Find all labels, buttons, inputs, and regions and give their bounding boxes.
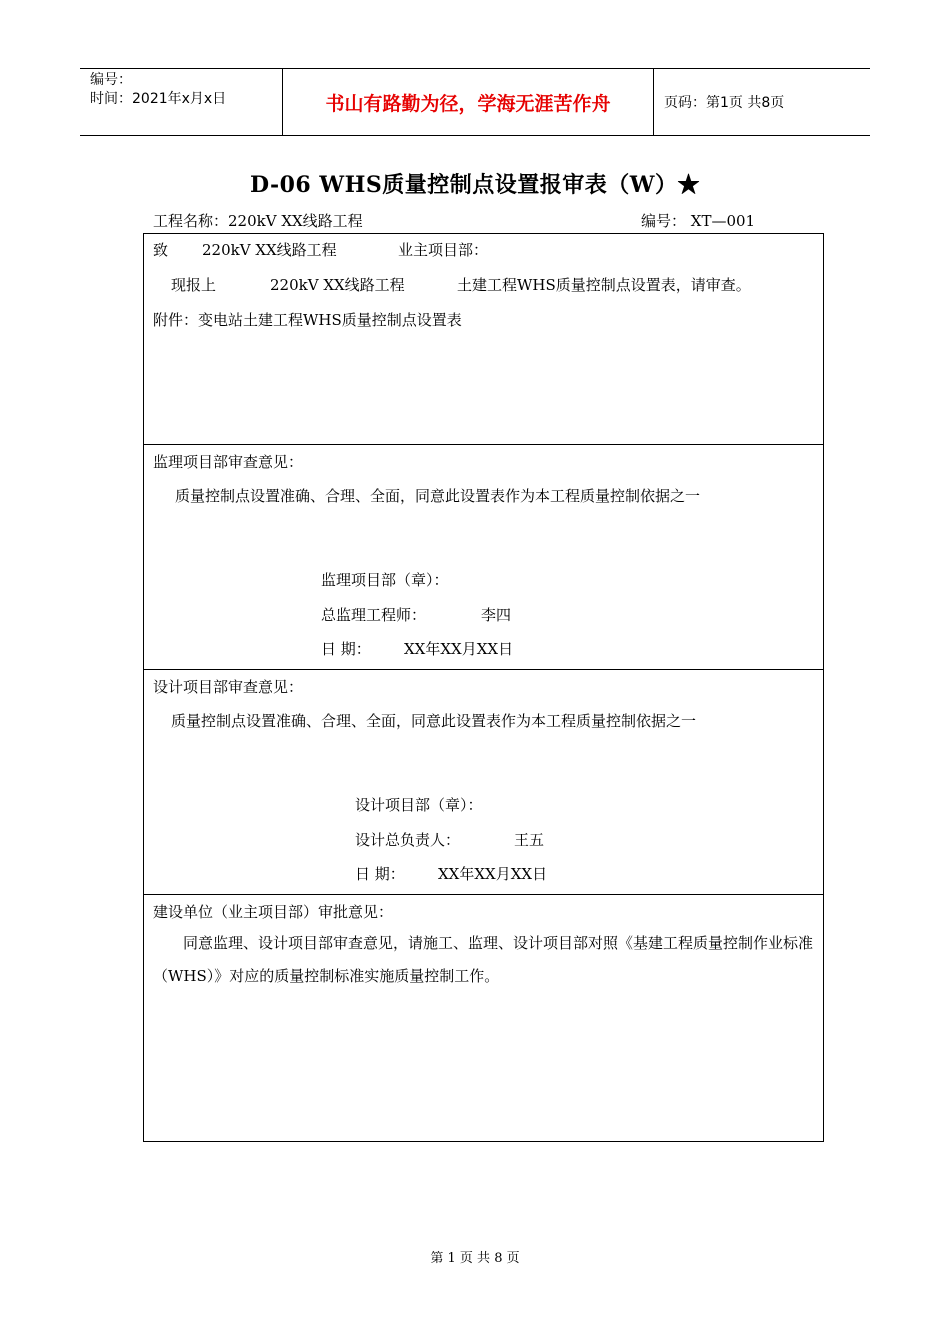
approval-form (143, 233, 824, 1142)
design-date-label: 日 期： (355, 865, 405, 883)
page-header (80, 68, 870, 136)
owner-section (144, 895, 823, 1141)
owner-heading: 建设单位（业主项目部）审批意见： (153, 903, 394, 921)
time-label: 时间：2021年x月x日 (90, 91, 227, 107)
report-text: 土建工程WHS质量控制点设置表，请审查。 (457, 276, 751, 294)
supervision-section (144, 445, 823, 670)
design-opinion: 质量控制点设置准确、合理、全面，同意此设置表作为本工程质量控制依据之一 (171, 712, 697, 730)
document-title: D-06 WHS质量控制点设置报审表（W）★ (250, 172, 700, 198)
supervision-signer-name: 李四 (481, 606, 512, 624)
owner-opinion: 同意监理、设计项目部审查意见，请施工、监理、设计项目部对照《基建工程质量控制作业标准（WHS）》对应的质量控制标准实施质量控制工作。 (153, 934, 814, 985)
report-label: 现报上 (171, 276, 217, 294)
design-signer-name: 王五 (514, 831, 545, 849)
to-department: 业主项目部： (398, 241, 489, 259)
supervision-seal: 监理项目部（章）： (321, 571, 449, 589)
number-label: 编号： (90, 72, 132, 88)
design-date: XX年XX月XX日 (438, 865, 548, 883)
project-name: 工程名称：220kV XX线路工程 (153, 212, 363, 230)
motto: 书山有路勤为径，学海无涯苦作舟 (282, 69, 654, 135)
design-heading: 设计项目部审查意见： (153, 678, 304, 696)
supervision-opinion: 质量控制点设置准确、合理、全面，同意此设置表作为本工程质量控制依据之一 (175, 487, 701, 505)
design-signer-label: 设计总负责人： (355, 831, 461, 849)
header-left-cell (80, 69, 282, 135)
supervision-heading: 监理项目部审查意见： (153, 453, 304, 471)
to-label: 致 (153, 241, 169, 259)
page-footer: 第 1 页 共 8 页 (430, 1251, 520, 1266)
design-seal: 设计项目部（章）： (355, 796, 483, 814)
supervision-signer-label: 总监理工程师： (321, 606, 427, 624)
report-project: 220kV XX线路工程 (270, 276, 405, 294)
design-section (144, 670, 823, 895)
supervision-date-label: 日 期： (321, 640, 371, 658)
attachment: 附件：变电站土建工程WHS质量控制点设置表 (153, 311, 462, 329)
supervision-date: XX年XX月XX日 (404, 640, 514, 658)
submission-section (144, 234, 823, 445)
to-project: 220kV XX线路工程 (202, 241, 337, 259)
page-info: 页码：第1页 共8页 (664, 95, 785, 111)
document-number: 编号： XT—001 (641, 212, 756, 230)
